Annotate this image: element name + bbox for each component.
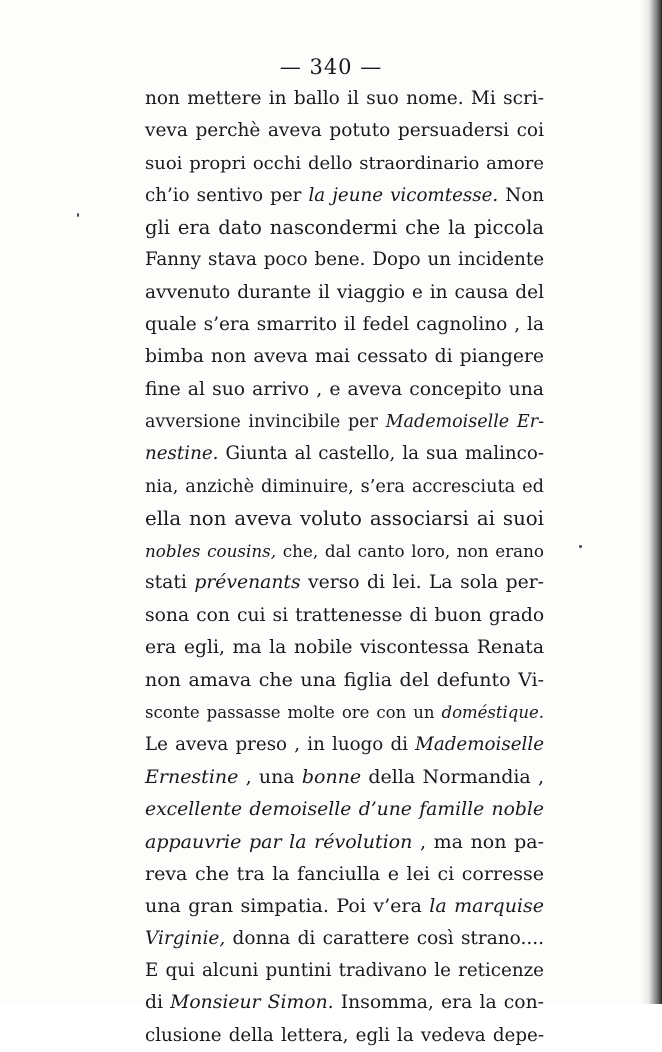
page-edge-shadow — [640, 0, 662, 1004]
text-line — [145, 858, 544, 890]
text-line — [145, 406, 544, 438]
text-segment: ch’io sentivo per — [145, 184, 309, 206]
text-line — [145, 503, 544, 535]
text-line — [145, 341, 544, 373]
text-line — [145, 148, 544, 180]
text-line — [145, 115, 544, 147]
italic-text: doméstique. — [441, 702, 544, 722]
text-line — [145, 1020, 544, 1052]
text-segment: era egli, ma la nobile viscontessa Renata — [145, 637, 544, 659]
text-segment: quale s’era smarrito il fedel cagnolino , la — [145, 314, 544, 336]
text-segment: una gran simpatia. Poi v’era — [145, 895, 430, 918]
text-line — [145, 761, 544, 793]
text-line — [145, 535, 544, 567]
text-segment: gli era dato nascondermi che la piccola — [145, 216, 544, 240]
text-line — [145, 212, 544, 244]
text-line — [145, 923, 544, 955]
text-segment: fine al suo arrivo , e aveva concepito una — [145, 378, 544, 400]
italic-text: Monsieur Simon. — [170, 992, 334, 1014]
text-segment: avversione invincibile per — [145, 411, 386, 432]
text-line — [145, 826, 544, 858]
text-line — [145, 471, 544, 503]
text-segment: , una — [238, 766, 302, 789]
italic-text: nestine. — [145, 443, 219, 465]
text-line — [145, 600, 544, 632]
text-segment: donna di carattere così strano.... — [225, 927, 544, 949]
text-segment: Non — [498, 184, 545, 206]
italic-text: la jeune vicomtesse. — [308, 184, 499, 206]
text-segment: avvenuto durante il viaggio e in causa del — [145, 281, 544, 303]
italic-text: excellente demoiselle d’une famille noble — [145, 798, 544, 820]
text-segment: veva perchè aveva potuto persuadersi coi — [145, 120, 544, 142]
text-segment: E qui alcuni puntini tradivano le reticenze — [145, 960, 544, 982]
text-segment: bimba non aveva mai cessato di piangere — [145, 346, 545, 368]
text-line — [145, 955, 544, 987]
text-line — [145, 697, 544, 729]
text-segment: Insomma, era la con- — [333, 992, 544, 1014]
text-segment: ella non aveva voluto associarsi ai suoi — [145, 506, 544, 530]
text-line — [145, 309, 544, 341]
text-line — [145, 664, 544, 696]
italic-text: nobles cousins, — [145, 541, 277, 562]
italic-text: Virginie, — [145, 927, 226, 949]
text-line — [145, 729, 544, 761]
text-segment: reva che tra la fanciulla e lei ci corresse — [145, 863, 544, 886]
text-segment: Giunta al castello, la sua malinco- — [218, 443, 544, 465]
italic-text: Ernestine — [145, 766, 239, 789]
text-line — [145, 374, 544, 406]
text-line — [145, 794, 544, 826]
text-line — [145, 277, 544, 309]
text-segment: clusione della lettera, egli la vedeva depe- — [145, 1024, 544, 1046]
text-segment: sona con cui si trattenesse di buon grado — [145, 604, 545, 626]
text-segment: stati — [145, 572, 195, 594]
text-segment: nia, anzichè diminuire, s’era accresciuta ed — [145, 476, 544, 497]
body-text — [145, 83, 544, 1052]
text-segment: sconte passasse molte ore con un — [145, 702, 442, 722]
print-speck — [77, 213, 79, 217]
text-line — [145, 567, 544, 599]
text-segment: non amava che una figlia del defunto Vi- — [145, 669, 544, 692]
text-line — [145, 438, 544, 470]
text-segment: Le aveva preso , in luogo di — [145, 733, 416, 755]
text-segment: verso di lei. La sola per- — [300, 572, 544, 594]
italic-text: prévenants — [194, 572, 301, 594]
text-line — [145, 987, 544, 1019]
text-segment: che, dal canto loro, non erano — [276, 541, 544, 562]
text-line — [145, 180, 544, 212]
text-line — [145, 83, 544, 115]
text-segment: della Normandia , — [361, 766, 544, 789]
text-segment: , ma non pa- — [412, 830, 544, 853]
italic-text: Mademoiselle Er- — [385, 411, 544, 432]
page-number: — 340 — — [279, 55, 383, 79]
italic-text: Mademoiselle — [415, 733, 544, 755]
italic-text: la marquise — [429, 895, 545, 918]
print-speck — [579, 545, 582, 548]
text-segment: Fanny stava poco bene. Dopo un incidente — [145, 249, 544, 271]
text-segment: non mettere in ballo il suo nome. Mi scri- — [145, 88, 544, 109]
italic-text: bonne — [301, 766, 362, 789]
text-line — [145, 244, 544, 276]
italic-text: appauvrie par la révolution — [145, 830, 413, 853]
text-segment: suoi propri occhi dello straordinario amore — [145, 152, 544, 174]
text-segment: di — [145, 992, 171, 1014]
text-line — [145, 632, 544, 664]
text-line — [145, 890, 544, 922]
